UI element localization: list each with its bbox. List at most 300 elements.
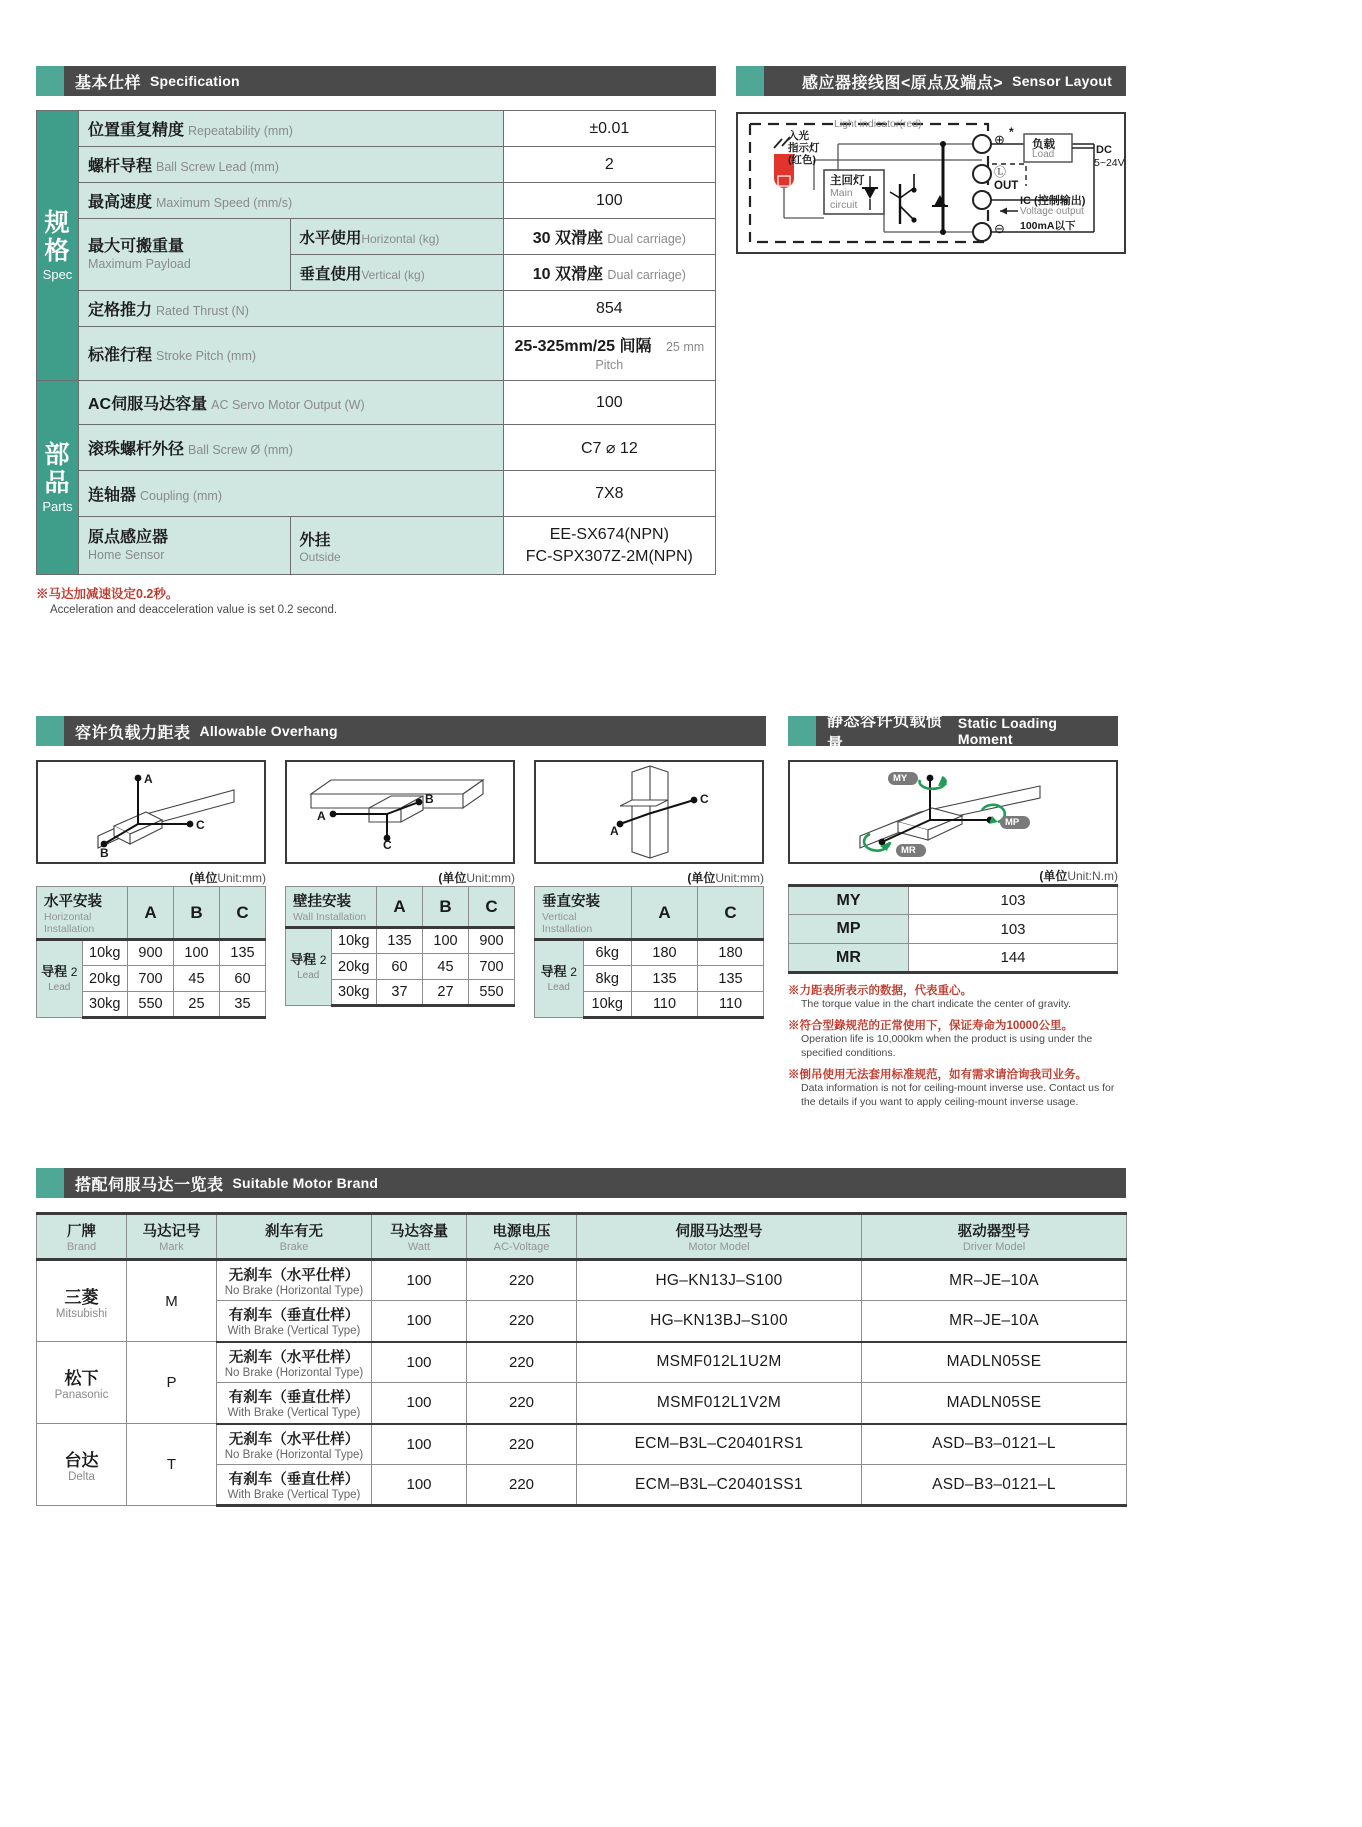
value-note: Dual carriage) [607,232,686,246]
sensor-layout-section [736,66,1126,254]
load-cn-label: 负载 [1032,139,1055,151]
section-header-sensor [736,66,1126,96]
load-value: 20kg [331,954,377,980]
column-header-mark [127,1214,217,1260]
lead-cn: 导程 [290,952,317,968]
header-cn: 马达记号 [142,1224,201,1240]
column-header-voltage [467,1214,577,1260]
accent-tab [36,1168,64,1198]
unit-en: Unit:mm) [217,871,266,885]
brake-cell [217,1465,372,1506]
unit-cn: (单位 [687,871,716,885]
label-cn: 最大可搬重量 [88,237,185,255]
table-row [789,915,1118,944]
cell-b: 27 [423,980,469,1006]
driver-model-cell: ASD‒B3‒0121‒L [862,1465,1127,1506]
table-header-row [37,1214,1127,1260]
lead-cn: 导程 [41,964,68,980]
voltage-cell: 220 [467,1342,577,1383]
value-main: 10 双滑座 [532,266,603,283]
column-header-brake [217,1214,372,1260]
column-header-watt [372,1214,467,1260]
brake-en: With Brake (Vertical Type) [227,1489,361,1501]
mark-cell-panasonic: P [127,1342,217,1424]
group-label-parts [37,381,79,575]
section-title-cn: 静态容许负载惯量 [827,713,943,753]
section-header-static-moment [788,713,1118,753]
header-cn: 刹车有无 [265,1224,323,1240]
table-row [37,147,716,183]
spec-value-horizontal-payload [503,219,715,255]
spec-label-ball-screw-lead [79,147,504,183]
sublabel-en: Vertical (kg) [361,267,425,282]
label-en: Coupling (mm) [140,489,222,503]
moment-key-mr: MR [789,944,909,973]
brake-cell [217,1260,372,1301]
table-row [789,944,1118,973]
spec-label-max-speed [79,183,504,219]
header-cn: 马达容量 [390,1224,448,1240]
unit-en: Unit:mm) [466,871,515,885]
header-cn: 驱动器型号 [957,1224,1031,1240]
cell-c: 900 [469,928,515,954]
column-header-c: C [220,887,266,940]
label-en: Maximum Payload [88,257,191,271]
header-en: Brake [279,1241,309,1253]
table-header-row [37,887,266,940]
header-cn: 厂牌 [67,1224,96,1240]
en-line-2: circuit [830,199,858,212]
brand-cell-delta [37,1424,127,1506]
table-row [37,1342,1127,1383]
brake-cn: 无刹车（水平仕样） [228,1431,360,1448]
brand-cn: 三菱 [64,1287,99,1307]
label-en: Ball Screw Lead (mm) [156,160,279,174]
spec-sublabel-outside [291,517,503,575]
spec-label-rated-thrust [79,291,504,327]
sensor-model-2: FC-SPX307Z-2M(NPN) [525,547,693,565]
brake-cell [217,1342,372,1383]
header-en: AC-Voltage [493,1241,550,1253]
axis-label-a: A [144,772,153,786]
brand-cell-panasonic [37,1342,127,1424]
note-3-cn: ※倒吊使用无法套用标准规范，如有需求请洽询我司业务。 [788,1069,1087,1082]
watt-cell: 100 [372,1342,467,1383]
column-header-motor-model [577,1214,862,1260]
table-row [37,1260,1127,1301]
plus-terminal-icon: ⊕ [994,132,1005,147]
note-3-en: Data information is not for ceiling-mount inverse use. Contact us for the details if you want to apply ceiling-mount inverse usage. [801,1082,1115,1108]
moment-label-mr: MR [901,845,916,856]
brand-cn: 松下 [64,1369,99,1388]
value-main: 30 双滑座 [532,230,603,247]
dc-label: DC [1096,144,1112,156]
note-en: Acceleration and deacceleration value is set 0.2 second. [50,604,338,616]
table-row [789,886,1118,915]
spec-value-ball-screw-dia: C7 ⌀ 12 [503,425,715,471]
cell-c: 110 [698,992,764,1018]
axis-label-a: A [610,824,619,838]
column-header-c: C [698,887,764,940]
motor-model-cell: ECM‒B3L‒C20401SS1 [577,1465,862,1506]
table-row [37,517,716,575]
voltage-output-label: Voltage output [1020,206,1084,217]
cell-a: 550 [128,992,174,1018]
spec-value-home-sensor [503,517,715,575]
accent-tab [36,66,64,96]
axis-label-a: A [317,809,326,823]
header-en: Brand [66,1241,97,1253]
table-row [37,327,716,381]
column-header-a: A [128,887,174,940]
driver-model-cell: MR‒JE‒10A [862,1260,1127,1301]
sublabel-en: Horizontal (kg) [361,231,440,246]
overhang-title-wall [286,887,377,928]
overhang-title-horizontal [37,887,128,940]
sublabel-en: Outside [299,549,341,564]
sublabel-cn: 垂直使用 [299,265,362,283]
brand-cn: 台达 [64,1451,99,1470]
overhang-figure-horizontal [36,760,266,864]
brake-cn: 有刹车（垂直仕样） [228,1390,360,1407]
brake-cell [217,1301,372,1342]
table-row [37,940,266,966]
label-cn: 最高速度 [88,194,153,211]
axis-label-c: C [383,838,392,852]
table-header-row [286,887,515,928]
overhang-table-horizontal-wrap [36,866,266,1019]
spec-label-coupling [79,471,504,517]
overhang-table-vertical-wrap [534,866,764,1019]
voltage-cell: 220 [467,1465,577,1506]
main-circuit-en-label [830,187,857,211]
unit-line [36,866,266,886]
note-cn: ※马达加减速设定0.2秒。 [36,587,179,601]
value-note: Dual carriage) [607,268,686,282]
watt-cell: 100 [372,1465,467,1506]
table-row [37,111,716,147]
load-value: 8kg [583,966,632,992]
overhang-figure-wall [285,760,515,864]
overhang-table-wall-wrap [285,866,515,1019]
voltage-cell: 220 [467,1301,577,1342]
group-label-spec [37,111,79,381]
value-note: 25 mm Pitch [595,340,705,372]
load-value: 10kg [583,992,632,1018]
cell-a: 110 [632,992,698,1018]
static-moment-figure [788,760,1118,864]
moment-label-my: MY [893,773,908,784]
motor-model-cell: MSMF012L1V2M [577,1383,862,1424]
value-main: 25-325mm/25 间隔 [514,338,652,355]
moment-value-mp: 103 [909,915,1118,944]
mark-cell-mitsubishi: M [127,1260,217,1342]
section-title-cn: 容许负载力距表 [75,724,191,742]
load-value: 10kg [331,928,377,954]
column-header-driver-model [862,1214,1127,1260]
spec-sublabel-vertical [291,255,503,291]
load-value: 20kg [82,966,128,992]
specification-note [36,584,636,616]
spec-label-stroke-pitch [79,327,504,381]
sublabel-cn: 外挂 [299,531,331,549]
motor-model-cell: HG‒KN13BJ‒S100 [577,1301,862,1342]
ic-label: IC (控制输出) [1020,195,1086,207]
asterisk-marker: * [1009,125,1014,139]
brake-en: With Brake (Vertical Type) [227,1325,361,1338]
title-cn: 垂直安装 [542,894,600,910]
cell-a: 700 [128,966,174,992]
spec-value-ball-screw-lead: 2 [503,147,715,183]
overhang-table-vertical [534,886,764,1019]
overhang-figures [36,760,766,864]
spec-value-rated-thrust: 854 [503,291,715,327]
voltage-cell: 220 [467,1260,577,1301]
label-cn: 定格推力 [88,302,153,319]
overhang-figure-vertical [534,760,764,864]
motor-model-cell: HG‒KN13J‒S100 [577,1260,862,1301]
light-indicator-cn-label [788,130,820,166]
table-row [37,183,716,219]
cell-b: 100 [423,928,469,954]
specification-table [36,110,716,575]
column-header-brand [37,1214,127,1260]
cn-line-2: 指示灯 [788,142,820,155]
cell-a: 180 [632,940,698,966]
brake-en: No Brake (Horizontal Type) [224,1285,364,1297]
cell-c: 550 [469,980,515,1006]
mark-cell-delta: T [127,1424,217,1506]
brake-en: With Brake (Vertical Type) [227,1407,361,1420]
label-cn: 螺杆导程 [88,158,153,175]
brake-cn: 无刹车（水平仕样） [228,1268,360,1284]
watt-cell: 100 [372,1424,467,1465]
spec-label-home-sensor [79,517,291,575]
spec-value-max-speed: 100 [503,183,715,219]
brake-cn: 无刹车（水平仕样） [228,1349,360,1366]
group-label-parts-en: Parts [42,498,73,514]
specification-table-wrap [36,110,716,575]
note-2-en: Operation life is 10,000km when the product is using under the specified conditions. [801,1033,1093,1059]
section-title-cn: 搭配伺服马达一览表 [75,1176,224,1194]
label-en: AC Servo Motor Output (W) [211,398,365,412]
title-cn: 壁挂安装 [293,894,351,910]
label-cn: 位置重复精度 [88,122,185,139]
lead-en: Lead [297,969,320,981]
column-header-b: B [174,887,220,940]
table-row [37,425,716,471]
header-en: Motor Model [688,1241,750,1253]
cell-b: 45 [423,954,469,980]
motor-model-cell: ECM‒B3L‒C20401RS1 [577,1424,862,1465]
unit-cn: (单位 [438,871,467,885]
label-cn: 标准行程 [88,347,153,364]
en-line-1: Main [830,187,853,199]
column-header-b: B [423,887,469,928]
spec-value-stroke-pitch [503,327,715,381]
brake-en: No Brake (Horizontal Type) [224,1366,364,1379]
column-header-c: C [469,887,515,928]
section-title-en: Allowable Overhang [199,723,338,739]
cn-line-3: (红色) [788,154,816,167]
lead-num: 2 [319,953,327,968]
load-value: 10kg [82,940,128,966]
header-en: Watt [407,1241,431,1253]
main-circuit-cn-label: 主回灯 [830,175,865,187]
note-2-cn: ※符合型錄规范的正常使用下，保证寿命为10000公里。 [788,1020,1073,1033]
spec-value-coupling: 7X8 [503,471,715,517]
watt-cell: 100 [372,1301,467,1342]
section-title-en: Specification [150,73,240,89]
cell-a: 900 [128,940,174,966]
brand-en: Mitsubishi [55,1307,108,1320]
table-row [37,219,716,255]
brand-en: Delta [68,1471,95,1483]
current-limit-label: 100mA以下 [1020,220,1076,232]
brake-cn: 有刹车（垂直仕样） [228,1308,360,1325]
spec-label-max-payload [79,219,291,291]
lead-label [286,928,332,1006]
cell-c: 700 [469,954,515,980]
header-en: Mark [159,1241,184,1253]
cell-c: 60 [220,966,266,992]
spec-label-ac-servo-output [79,381,504,425]
column-header-a: A [377,887,423,928]
table-header-row [535,887,764,940]
cell-a: 37 [377,980,423,1006]
cell-b: 25 [174,992,220,1018]
label-cn: 滚珠螺杆外径 [88,441,185,458]
spec-value-ac-servo-output: 100 [503,381,715,425]
section-header-specification [36,66,716,96]
cell-c: 35 [220,992,266,1018]
cell-c: 135 [698,966,764,992]
dc-range-label: 5~24V [1094,157,1125,169]
header-cn: 伺服马达型号 [675,1224,763,1240]
label-en: Home Sensor [88,548,165,562]
spec-label-ball-screw-dia [79,425,504,471]
cn-line-1: 入光 [788,130,809,142]
minus-terminal-icon: ⊖ [994,221,1005,236]
suitable-motor-brand-section [36,1168,1126,1507]
overhang-tables [36,866,766,1019]
cell-b: 45 [174,966,220,992]
moment-value-mr: 144 [909,944,1118,973]
cell-b: 100 [174,940,220,966]
overhang-table-horizontal [36,886,266,1019]
section-title-cn: 基本仕样 [75,74,142,92]
label-en: Maximum Speed (mm/s) [156,196,293,210]
watt-cell: 100 [372,1383,467,1424]
moment-label-mp: MP [1005,817,1020,828]
driver-model-cell: MADLN05SE [862,1342,1127,1383]
moment-value-my: 103 [909,886,1118,915]
brake-cell [217,1424,372,1465]
driver-model-cell: MADLN05SE [862,1383,1127,1424]
brand-en: Panasonic [54,1389,109,1401]
label-cn: 连轴器 [88,487,137,504]
table-row [37,1424,1127,1465]
light-indicator-en-label: Light indicator(red) [834,118,922,130]
unit-cn: (单位 [189,871,218,885]
section-title-en: Suitable Motor Brand [232,1175,379,1191]
label-cn: AC伺服马达容量 [88,396,208,413]
header-cn: 电源电压 [492,1224,551,1240]
static-unit-line [788,864,1118,884]
sublabel-cn: 水平使用 [299,229,362,247]
axis-label-b: B [425,792,434,806]
label-cn: 原点感应器 [88,528,169,546]
table-row [535,940,764,966]
moment-key-my: MY [789,886,909,915]
load-value: 30kg [82,992,128,1018]
spec-sublabel-horizontal [291,219,503,255]
vertical-axes-svg [536,762,762,862]
load-value: 30kg [331,980,377,1006]
driver-model-cell: MR‒JE‒10A [862,1301,1127,1342]
static-moment-notes [788,982,1128,1109]
axis-label-c: C [700,792,709,806]
label-en: Repeatability (mm) [188,124,293,138]
label-en: Stroke Pitch (mm) [156,349,257,363]
brake-cn: 有刹车（垂直仕样） [228,1472,360,1488]
table-row [37,291,716,327]
moment-axes-svg [790,762,1116,862]
accent-tab [788,716,816,746]
motor-model-cell: MSMF012L1U2M [577,1342,862,1383]
overhang-title-vertical [535,887,632,940]
accent-tab [36,716,64,746]
static-moment-table [788,884,1118,974]
voltage-cell: 220 [467,1424,577,1465]
title-en: Wall Installation [293,911,367,923]
watt-cell: 100 [372,1260,467,1301]
brake-en: No Brake (Horizontal Type) [224,1448,364,1461]
cell-a: 135 [377,928,423,954]
cell-a: 135 [632,966,698,992]
cell-c: 135 [220,940,266,966]
label-en: Rated Thrust (N) [156,304,249,318]
out-terminal-label: OUT [994,180,1019,192]
spec-value-repeatability: ±0.01 [503,111,715,147]
table-row [37,381,716,425]
lead-en: Lead [547,981,570,993]
group-label-spec-en: Spec [42,266,73,282]
l-terminal-icon: Ⓛ [994,165,1007,179]
axis-label-c: C [196,818,205,832]
spec-value-vertical-payload [503,255,715,291]
brand-cell-mitsubishi [37,1260,127,1342]
static-loading-moment-section [788,713,1118,1109]
load-en-label: Load [1032,149,1055,160]
accent-tab [736,66,764,96]
section-header-overhang [36,716,766,746]
title-cn: 水平安装 [44,894,102,910]
motor-brand-table [36,1212,1127,1507]
lead-num: 2 [70,965,78,980]
note-1-cn: ※力距表所表示的数据，代表重心。 [788,985,972,997]
title-en: Vertical Installation [542,911,593,935]
label-en: Ball Screw Ø (mm) [188,443,293,457]
unit-line [534,866,764,886]
table-row [37,471,716,517]
section-title-en: Sensor Layout [1012,73,1112,89]
allowable-overhang-section [36,716,766,1019]
group-label-parts-cn: 部品 [44,440,71,497]
voltage-cell: 220 [467,1383,577,1424]
unit-en: Unit:N.m) [1067,869,1118,883]
unit-en: Unit:mm) [715,871,764,885]
